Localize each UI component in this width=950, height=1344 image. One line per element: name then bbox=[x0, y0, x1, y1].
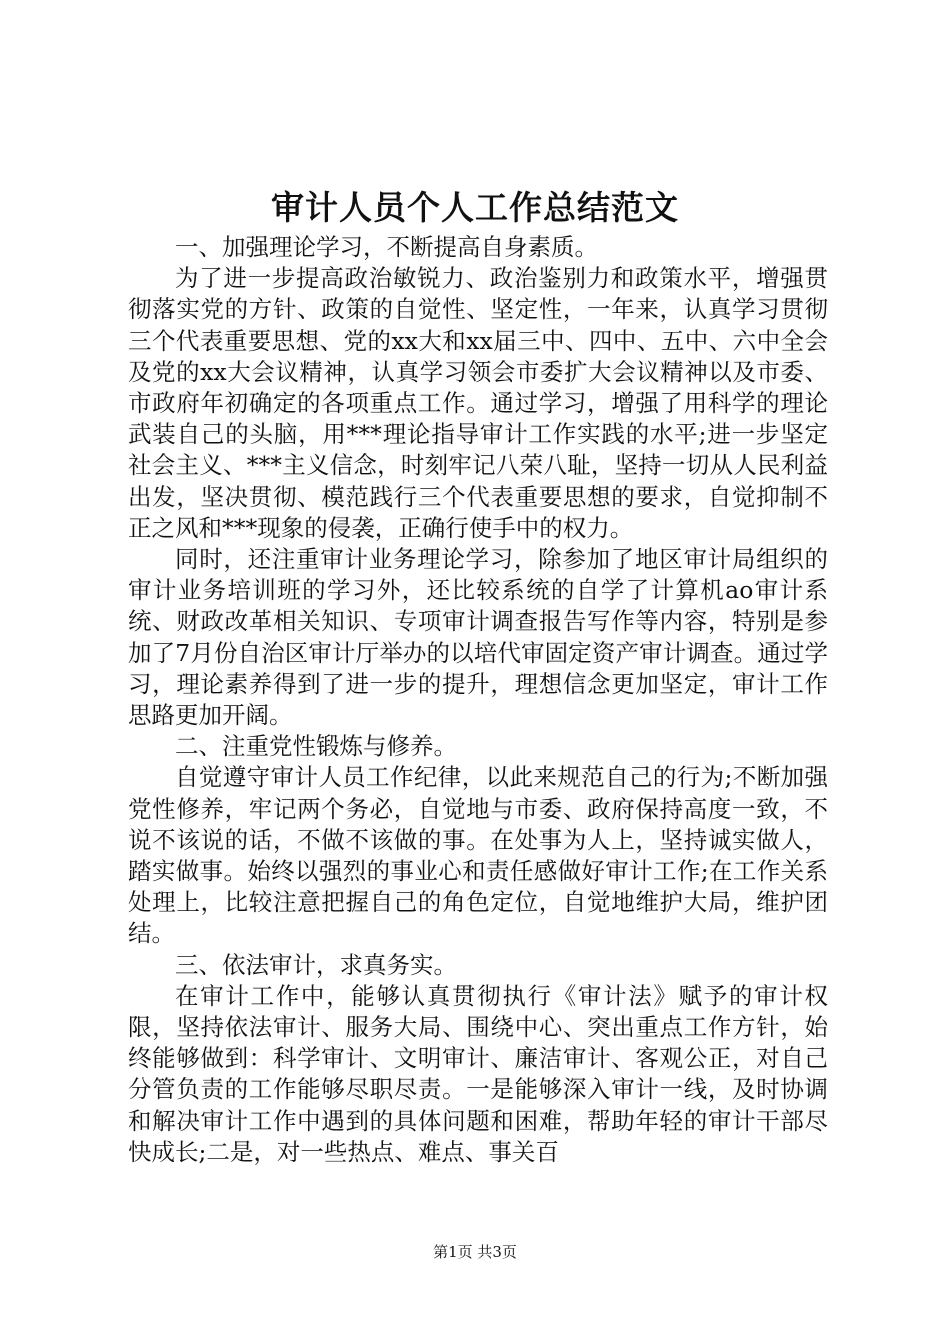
paragraph: 为了进一步提高政治敏锐力、政治鉴别力和政策水平，增强贯彻落实党的方针、政策的自觉性、坚定性，一年来，认真学习贯彻三个代表重要思想、党的xx大和xx届三中、四中、五中、六中全会及党的xx大会议精神，认真学习领会市委扩大会议精神以及市委、市政府年初确定的各项重点工作。通过学习，增强了用科学的理论武装自己的头脑，用***理论指导审计工作实践的水平;进一步坚定社会主义、***主义信念，时刻牢记八荣八耻，坚持一切从人民利益出发，坚决贯彻、模范践行三个代表重要思想的要求，自觉抑制不正之风和***现象的侵袭，正确行使手中的权力。 bbox=[128, 264, 828, 542]
paragraph: 在审计工作中，能够认真贯彻执行《审计法》赋予的审计权限，坚持依法审计、服务大局、围绕中心、突出重点工作方针，始终能够做到：科学审计、文明审计、廉洁审计、客观公正，对自己分管负责的工作能够尽职尽责。一是能够深入审计一线，及时协调和解决审计工作中遇到的具体问题和困难，帮助年轻的审计干部尽快成长;二是，对一些热点、难点、事关百 bbox=[128, 981, 828, 1166]
page-footer: 第1页 共3页 bbox=[433, 1243, 517, 1261]
paragraph: 自觉遵守审计人员工作纪律，以此来规范自己的行为;不断加强党性修养，牢记两个务必，自觉地与市委、政府保持高度一致，不说不该说的话，不做不该做的事。在处事为人上，坚持诚实做人，踏实做事。始终以强烈的事业心和责任感做好审计工作;在工作关系处理上，比较注意把握自己的角色定位，自觉地维护大局，维护团结。 bbox=[128, 763, 828, 948]
paragraph: 同时，还注重审计业务理论学习，除参加了地区审计局组织的审计业务培训班的学习外，还比较系统的自学了计算机ao审计系统、财政改革相关知识、专项审计调查报告写作等内容，特别是参加了7月份自治区审计厅举办的以培代审固定资产审计调查。通过学习，理论素养得到了进一步的提升，理想信念更加坚定，审计工作思路更加开阔。 bbox=[128, 545, 828, 730]
section-heading-3: 三、依法审计，求真务实。 bbox=[175, 950, 457, 979]
document-title: 审计人员个人工作总结范文 bbox=[271, 188, 679, 227]
document-body bbox=[128, 232, 828, 1168]
section-heading-2: 二、注重党性锻炼与修养。 bbox=[175, 732, 457, 761]
section-heading-1: 一、加强理论学习，不断提高自身素质。 bbox=[175, 233, 598, 261]
